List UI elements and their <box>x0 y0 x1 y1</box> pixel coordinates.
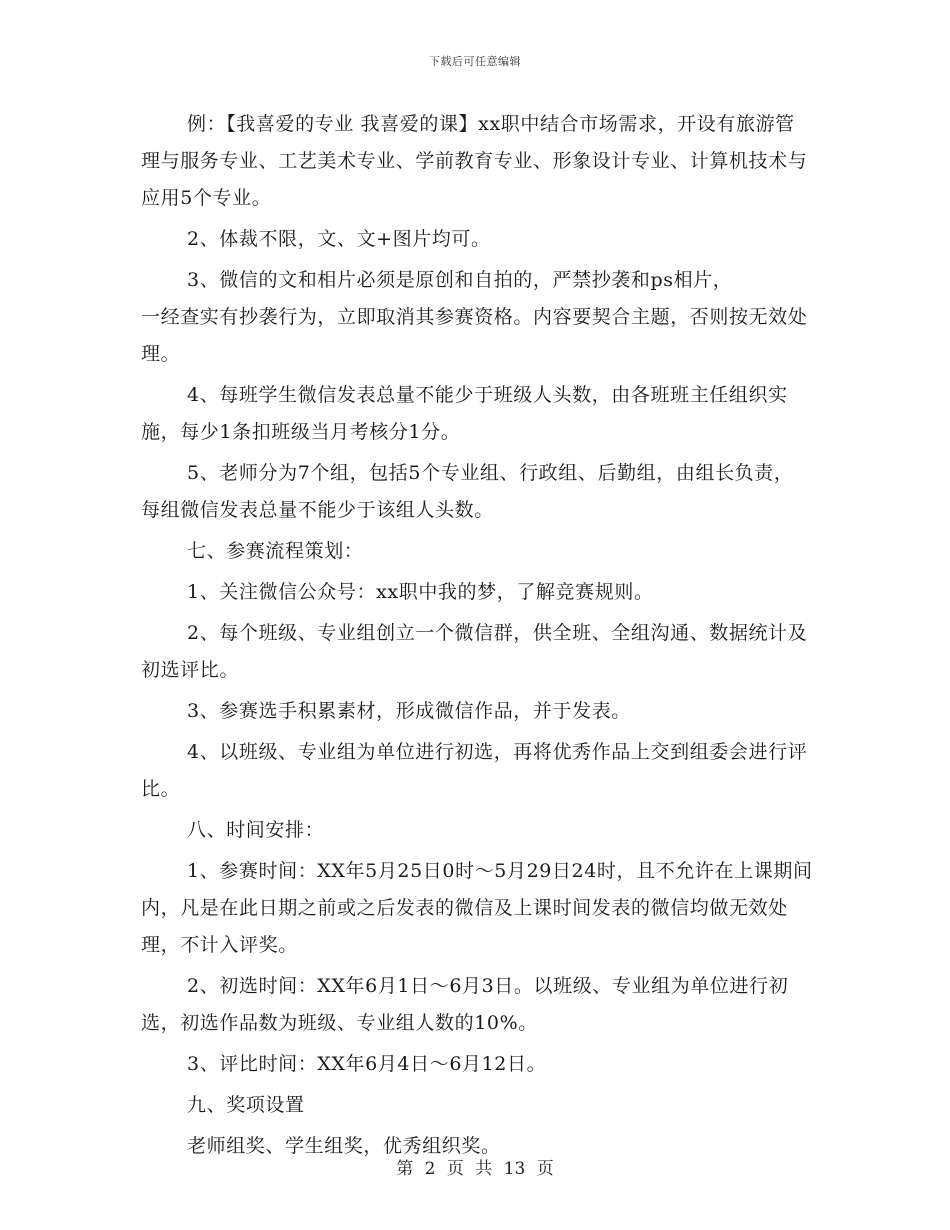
paragraph-process-3: 3、参赛选手积累素材，形成微信作品，并于发表。 <box>187 700 631 722</box>
paragraph-process-4: 4、以班级、专业组为单位进行初选，再将优秀作品上交到组委会进行评比。 <box>141 741 808 800</box>
paragraph-process-1: 1、关注微信公众号：xx职中我的梦，了解竞赛规则。 <box>187 581 654 603</box>
section-heading-schedule: 八、时间安排： <box>187 819 325 841</box>
paragraph-example-majors: 例：【我喜爱的专业 我喜爱的课】xx职中结合市场需求，开设有旅游管理与服务专业、工艺美术专业、学前教育专业、形象设计专业、计算机技术与应用5个专业。 <box>141 113 808 209</box>
paragraph-awards: 老师组奖、学生组奖，优秀组织奖。 <box>187 1135 501 1157</box>
paragraph-process-2: 2、每个班级、专业组创立一个微信群，供全班、全组沟通、数据统计及初选评比。 <box>141 622 808 681</box>
section-heading-process: 七、参赛流程策划： <box>187 540 364 562</box>
paragraph-rule-2: 2、体裁不限，文、文+图片均可。 <box>187 228 491 250</box>
paragraph-rule-3: 3、微信的文和相片必须是原创和自拍的，严禁抄袭和ps相片， 一经查实有抄袭行为，立即取消其参赛资格。内容要契合主题，否则按无效处理。 <box>141 269 808 365</box>
page-footer: 第 2 页 共 13 页 <box>396 1159 554 1179</box>
paragraph-rule-4: 4、每班学生微信发表总量不能少于班级人头数，由各班班主任组织实施，每少1条扣班级当月考核分1分。 <box>141 384 788 443</box>
paragraph-schedule-2: 2、初选时间：XX年6月1日～6月3日。以班级、专业组为单位进行初选，初选作品数为班级、专业组人数的10%。 <box>141 975 789 1034</box>
paragraph-schedule-3: 3、评比时间：XX年6月4日～6月12日。 <box>187 1053 547 1075</box>
document-body <box>141 106 813 1169</box>
page-header: 下载后可任意编辑 <box>429 55 521 68</box>
paragraph-rule-5: 5、老师分为7个组，包括5个专业组、行政组、后勤组，由组长负责，每组微信发表总量不能少于该组人头数。 <box>141 462 794 521</box>
paragraph-schedule-1: 1、参赛时间：XX年5月25日0时～5月29日24时，且不允许在上课期间内，凡是在此日期之前或之后发表的微信及上课时间发表的微信均做无效处理，不计入评奖。 <box>141 860 813 956</box>
section-heading-awards: 九、奖项设置 <box>187 1094 305 1116</box>
